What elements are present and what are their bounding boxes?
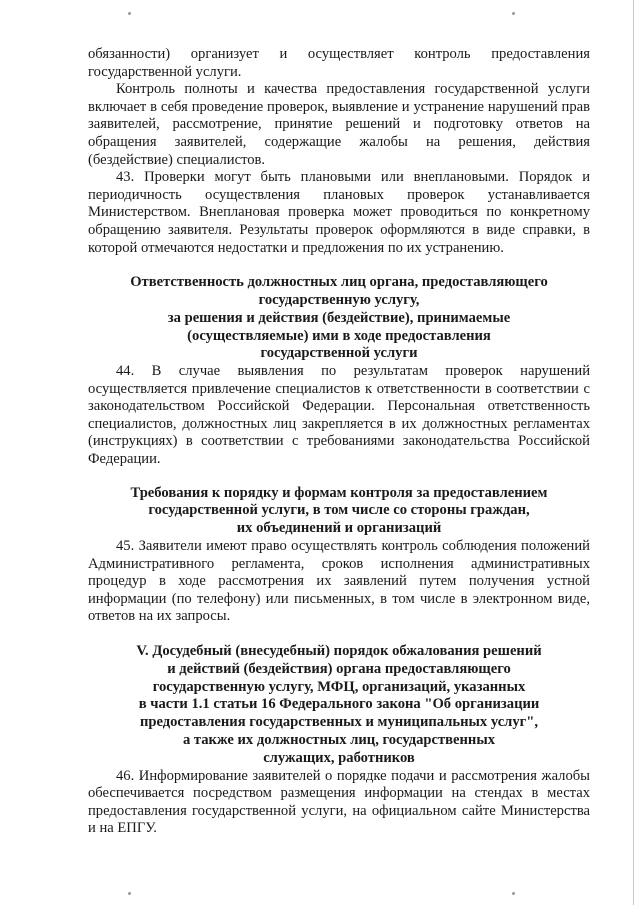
heading-line: служащих, работников [263,749,415,766]
heading-line: V. Досудебный (внесудебный) порядок обжалования решений [136,643,542,660]
heading-line: Ответственность должностных лиц органа, предоставляющего [130,274,548,291]
scan-speck [128,12,131,15]
heading-line: их объединений и организаций [236,520,442,537]
heading-line: а также их должностных лиц, государственных [182,732,496,749]
heading-line: за решения и действия (бездействие), принимаемые [167,309,511,326]
paragraph-43: 43. Проверки могут быть плановыми или внеплановыми. Порядок и периодичность осуществления плановых проверок устанавливается Министерством. Внеплановая проверка может проводиться по конкретному обращению заявителя. Результаты проверок оформляются в виде справки, в которой отмечаются недостатки и предложения по их устранению. [88,169,590,256]
heading-line: государственную услугу, [258,291,420,308]
heading-line: и действий (бездействия) органа предоставляющего [167,660,511,677]
heading-line: государственной услуги [260,345,418,362]
heading-line: государственной услуги, в том числе со стороны граждан, [148,502,530,519]
scan-speck [512,892,515,895]
heading-line: государственную услугу, МФЦ, организаций, указанных [152,678,526,695]
heading-line: в части 1.1 статьи 16 Федерального закона "Об организации [138,696,540,713]
scan-speck [128,892,131,895]
scan-edge-line [633,0,634,905]
heading-line: предоставления государственных и муниципальных услуг", [139,714,539,731]
paragraph-46: 46. Информирование заявителей о порядке подачи и рассмотрения жалобы обеспечивается посредством размещения информации на стендах в местах предоставления государственной услуги, на официальном сайте Министерства и на ЕПГУ. [88,767,590,837]
section-heading-responsibility [88,274,590,363]
paragraph-45: 45. Заявители имеют право осуществлять контроль соблюдения положений Административного регламента, сроков исполнения административных процедур в ходе рассмотрения их заявлений путем получения устной информации (по телефону) или письменных, в том числе в электронном виде, ответов на их запросы. [88,538,590,625]
heading-line: (осуществляемые) ими в ходе предоставления [187,327,491,344]
document-body [88,46,590,838]
section-heading-control-requirements [88,485,590,538]
scan-speck [512,12,515,15]
paragraph-continuation: обязанности) организует и осуществляет контроль предоставления государственной услуги. [88,46,590,80]
paragraph-44: 44. В случае выявления по результатам проверок нарушений осуществляется привлечение специалистов к ответственности в соответствии с законодательством Российской Федерации. Персональная ответственность специалистов, должностных лиц закрепляется в их должностных регламентах (инструкциях) в соответствии с требованиями законодательства Российской Федерации. [88,363,590,468]
heading-line: Требования к порядку и формам контроля за предоставлением [130,484,548,501]
paragraph-control-scope: Контроль полноты и качества предоставления государственной услуги включает в себя проведение проверок, выявление и устранение нарушений прав заявителей, рассмотрение, принятие решений и подготовку ответов на обращения заявителей, содержащие жалобы на решения, действия (бездействие) специалистов. [88,81,590,168]
section-heading-appeal-procedure [88,643,590,768]
